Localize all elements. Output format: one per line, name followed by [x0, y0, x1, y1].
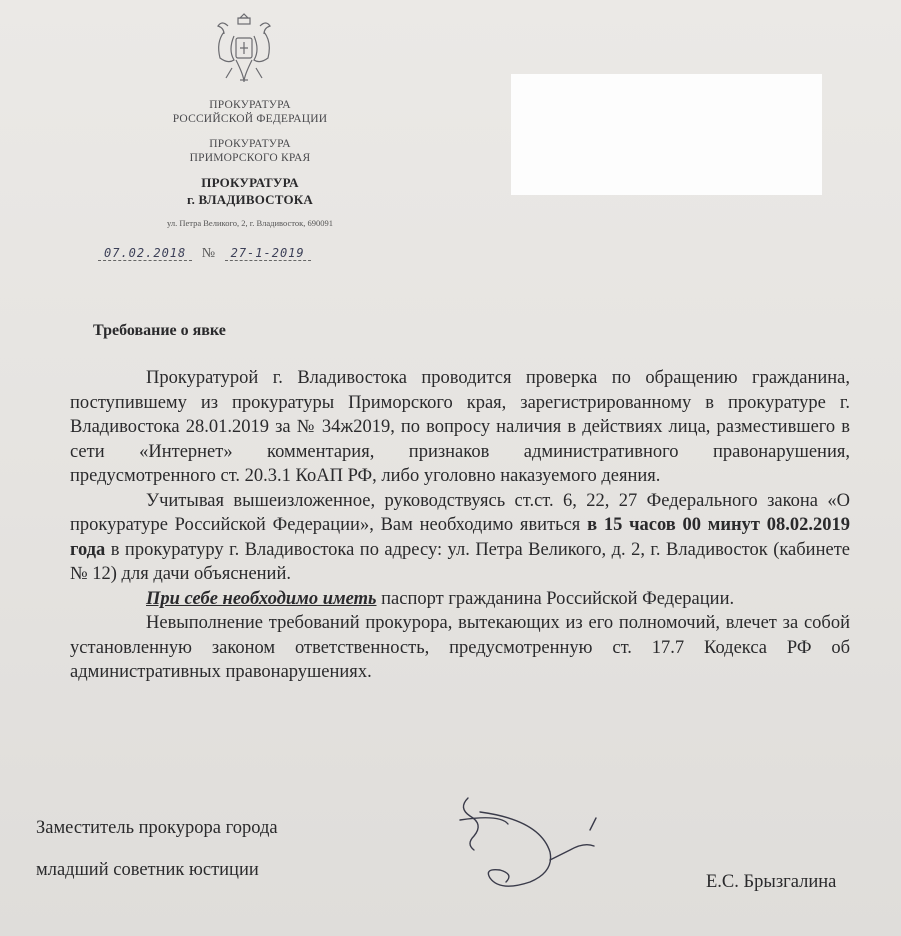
- appointment-time: в 15 часов 00 минут 08.02.2019 года: [70, 515, 850, 560]
- paragraph-3-text: паспорт гражданина Российской Федерации.: [376, 588, 735, 609]
- header-org-federation: [120, 98, 380, 126]
- header-org-region-line2: ПРИМОРСКОГО КРАЯ: [189, 152, 311, 164]
- header-org-federation-line2: РОССИЙСКОЙ ФЕДЕРАЦИИ: [172, 113, 328, 125]
- signer-name: Е.С. Брызгалина: [706, 872, 837, 892]
- coat-of-arms-emblem: [214, 8, 274, 88]
- paragraph-2-text-b: в прокуратуру г. Владивостока по адресу: ул. Петра Великого, д. 2, г. Владивосток (кабинете № 12) для дачи объяснений.: [70, 539, 850, 584]
- paragraph-2: [70, 489, 850, 587]
- header-org-city-line1: ПРОКУРАТУРА: [201, 175, 299, 190]
- paragraph-4: Невыполнение требований прокурора, вытекающих из его полномочий, влечет за собой установленную законом ответственность, предусмотренную ст. 17.7 Кодекса РФ об административных правонарушениях.: [70, 613, 850, 682]
- signer-position-line2: младший советник юстиции: [36, 860, 259, 880]
- paragraph-2-text-a: Учитывая вышеизложенное, руководствуясь ст.ст. 6, 22, 27 Федерального закона «О прокуратуре Российской Федерации», Вам необходимо явиться: [70, 490, 850, 535]
- redacted-addressee-block: [511, 74, 822, 195]
- header-org-region-line1: ПРОКУРАТУРА: [209, 138, 291, 150]
- signer-position-line1: Заместитель прокурора города: [36, 818, 278, 838]
- number-sign: №: [201, 246, 216, 261]
- header-org-region: [120, 137, 380, 165]
- handwritten-signature: [440, 790, 610, 900]
- document-body: [70, 366, 850, 685]
- header-org-federation-line1: ПРОКУРАТУРА: [209, 99, 291, 111]
- date-number-line: [98, 246, 311, 262]
- header-org-city: [120, 174, 380, 208]
- paragraph-1: Прокуратурой г. Владивостока проводится проверка по обращению гражданина, поступившему из прокуратуры Приморского края, зарегистрированному в прокуратуре г. Владивостока 28.01.2019 за № 34ж2019, по вопросу наличия в действиях лица, разместившего в сети «Интернет» комментария, признаков административного правонарушения, предусмотренного ст. 20.3.1 КоАП РФ, либо уголовно наказуемого деяния.: [70, 368, 850, 486]
- handwritten-date: 07.02.2018: [98, 246, 192, 261]
- handwritten-number: 27-1-2019: [225, 246, 311, 261]
- paragraph-3: [70, 587, 850, 612]
- header-org-city-line2: г. ВЛАДИВОСТОКА: [187, 192, 313, 207]
- document-title: Требование о явке: [93, 322, 226, 339]
- header-address: ул. Петра Великого, 2, г. Владивосток, 690091: [167, 218, 333, 228]
- bring-with-you-label: При себе необходимо иметь: [146, 588, 377, 609]
